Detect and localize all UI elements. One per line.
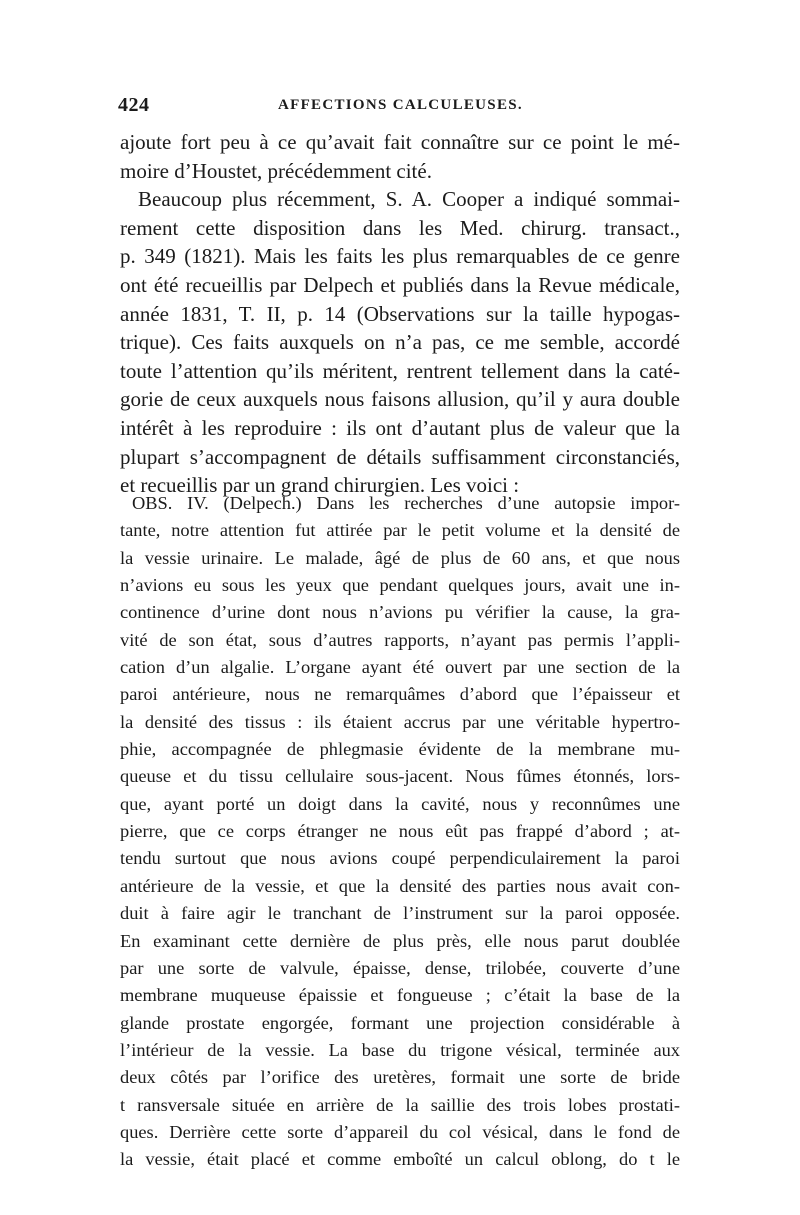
observation-line: phie, accompagnée de phlegmasie évidente de la membrane mu- (120, 739, 680, 760)
text-line: trique). Ces faits auxquels on n’a pas, ce me semble, accordé (120, 330, 680, 355)
page-number: 424 (118, 94, 150, 116)
running-head (118, 94, 680, 122)
text-line: rement cette disposition dans les Med. chirurg. transact., (120, 215, 680, 240)
observation-line: duit à faire agir le tranchant de l’instrument sur la paroi opposée. (120, 903, 680, 924)
observation-line: queuse et du tissu cellulaire sous-jacent. Nous fûmes étonnés, lors- (120, 766, 680, 787)
observation-line: vité de son état, sous d’autres rapports, n’ayant pas permis l’appli- (120, 629, 680, 650)
observation-line: par une sorte de valvule, épaisse, dense, trilobée, couverte d’une (120, 957, 680, 978)
observation-line: que, ayant porté un doigt dans la cavité, nous y reconnûmes une (120, 793, 680, 814)
observation-line: deux côtés par l’orifice des uretères, formait une sorte de bride (120, 1067, 680, 1088)
observation-line: pierre, que ce corps étranger ne nous eût pas frappé d’abord ; at- (120, 821, 680, 842)
observation-line: tendu surtout que nous avions coupé perpendiculairement la paroi (120, 848, 680, 869)
text-line: Beaucoup plus récemment, S. A. Cooper a indiqué sommai- (138, 187, 680, 212)
observation-line: En examinant cette dernière de plus près, elle nous parut doublée (120, 930, 680, 951)
text-line: gorie de ceux auxquels nous faisons allusion, qu’il y aura double (120, 387, 680, 412)
text-line: plupart s’accompagnent de détails suffisamment circonstanciés, (120, 444, 680, 469)
observation-line: paroi antérieure, nous ne remarquâmes d’abord que l’épaisseur et (120, 684, 680, 705)
observation-line: la vessie urinaire. Le malade, âgé de plus de 60 ans, et que nous (120, 547, 680, 568)
observation-block (120, 490, 680, 1174)
observation-line: OBS. IV. (Delpech.) Dans les recherches d’une autopsie impor- (132, 493, 680, 513)
text-line: et recueillis par un grand chirurgien. Les voici : (120, 473, 520, 498)
observation-line: continence d’urine dont nous n’avions pu vérifier la cause, la gra- (120, 602, 680, 623)
text-line: moire d’Houstet, précédemment cité. (120, 158, 432, 183)
observation-line: la vessie, était placé et comme emboîté un calcul oblong, do t le (120, 1149, 680, 1170)
text-line: toute l’attention qu’ils méritent, rentrent tellement dans la caté- (120, 358, 680, 383)
observation-line: n’avions eu sous les yeux que pendant quelques jours, avait une in- (120, 575, 680, 596)
observation-line: ques. Derrière cette sorte d’appareil du col vésical, dans le fond de (120, 1121, 680, 1142)
observation-line: antérieure de la vessie, et que la densité des parties nous avait con- (120, 875, 680, 896)
observation-line: tante, notre attention fut attirée par le petit volume et la densité de (120, 520, 680, 541)
text-line: année 1831, T. II, p. 14 (Observations sur la taille hypogas- (120, 301, 680, 326)
observation-line: cation d’un algalie. L’organe ayant été ouvert par une section de la (120, 657, 680, 678)
running-title: AFFECTIONS CALCULEUSES. (278, 97, 523, 113)
observation-line: l’intérieur de la vessie. La base du trigone vésical, terminée aux (120, 1039, 680, 1060)
text-line: ont été recueillis par Delpech et publiés dans la Revue médicale, (120, 272, 680, 297)
observation-line: la densité des tissus : ils étaient accrus par une véritable hypertro- (120, 711, 680, 732)
observation-line: t ransversale située en arrière de la saillie des trois lobes prostati- (120, 1094, 680, 1115)
main-text (120, 128, 680, 500)
text-line: p. 349 (1821). Mais les faits les plus remarquables de ce genre (120, 244, 680, 269)
text-line: ajoute fort peu à ce qu’avait fait connaître sur ce point le mé- (120, 130, 680, 154)
observation-line: glande prostate engorgée, formant une projection considérable à (120, 1012, 680, 1033)
observation-line: membrane muqueuse épaissie et fongueuse ; c’était la base de la (120, 985, 680, 1006)
text-line: intérêt à les reproduire : ils ont d’autant plus de valeur que la (120, 415, 680, 440)
